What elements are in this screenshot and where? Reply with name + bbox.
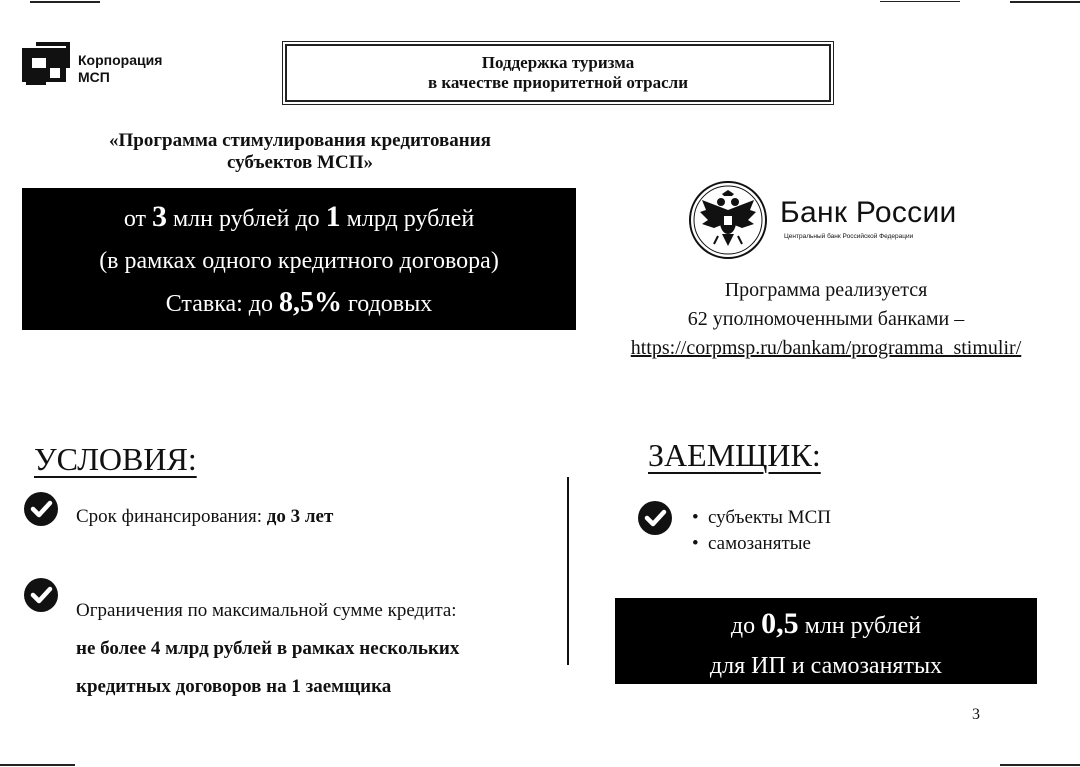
borrower-item-1: субъекты МСП xyxy=(708,507,831,528)
header-line-2: в качестве приоритетной отрасли xyxy=(427,73,689,92)
scan-edge-mark xyxy=(0,764,75,766)
program-link[interactable]: https://corpmsp.ru/bankam/programma_stimulir/ xyxy=(630,337,1022,359)
scan-edge-mark xyxy=(880,1,960,2)
bank-subtitle: Центральный банк Российской Федерации xyxy=(784,233,914,240)
rate-label: Ставка: до xyxy=(165,291,274,317)
scan-edge-mark xyxy=(30,1,100,3)
program-title xyxy=(60,130,540,174)
logo-text xyxy=(78,52,162,86)
bank-name: Банк России xyxy=(780,196,957,229)
column-divider xyxy=(567,477,569,665)
scan-edge-mark xyxy=(1010,1,1080,3)
bank-info xyxy=(600,276,1052,363)
corporation-msp-logo-icon xyxy=(22,38,78,86)
program-title-line-1: «Программа стимулирования кредитования xyxy=(109,130,491,151)
from-unit: млн рублей до xyxy=(172,206,320,232)
ip-unit: млн рублей xyxy=(804,613,922,639)
borrower-item-2: самозанятые xyxy=(708,533,811,554)
credit-limit-line-1: Ограничения по максимальной сумме кредита: xyxy=(76,600,457,621)
bullet: • xyxy=(692,533,699,554)
rate-unit: годовых xyxy=(348,291,433,317)
to-unit: млрд рублей xyxy=(346,206,475,232)
conditions-heading: УСЛОВИЯ: xyxy=(34,441,197,477)
rate-line xyxy=(22,282,576,325)
from-word: от xyxy=(123,206,146,232)
ip-value: 0,5 xyxy=(761,607,799,640)
contract-note: (в рамках одного кредитного договора) xyxy=(99,248,499,274)
double-headed-eagle-icon xyxy=(688,180,768,260)
ip-amount-line xyxy=(615,604,1037,646)
credit-limit-line-2: не более 4 млрд рублей в рамках нескольких xyxy=(76,638,460,659)
scan-edge-mark xyxy=(1000,764,1080,766)
credit-limit xyxy=(76,592,459,706)
loan-range-line xyxy=(22,196,576,240)
check-circle-icon xyxy=(637,500,673,536)
rate-value: 8,5% xyxy=(279,287,343,318)
list-item xyxy=(692,531,831,557)
from-value: 3 xyxy=(151,200,167,233)
logo-line-2: МСП xyxy=(78,69,110,85)
financing-term xyxy=(76,506,333,528)
program-title-line-2: субъектов МСП» xyxy=(227,152,373,173)
credit-limit-line-3: кредитных договоров на 1 заемщика xyxy=(76,676,392,697)
check-circle-icon xyxy=(23,577,59,613)
financing-term-label: Срок финансирования: xyxy=(76,506,263,527)
ip-prefix: до xyxy=(730,613,756,639)
financing-term-value: до 3 лет xyxy=(266,506,334,527)
header-line-1: Поддержка туризма xyxy=(481,53,635,72)
borrower-heading: ЗАЕМЩИК: xyxy=(648,437,821,473)
to-value: 1 xyxy=(325,200,341,233)
check-circle-icon xyxy=(23,491,59,527)
ip-loan-box xyxy=(615,598,1037,684)
bank-info-line-1: Программа реализуется xyxy=(724,279,928,301)
page-number: 3 xyxy=(972,706,980,723)
borrower-list xyxy=(692,505,831,557)
ip-target-line: для ИП и самозанятых xyxy=(709,653,943,679)
logo-line-1: Корпорация xyxy=(78,52,163,68)
list-item xyxy=(692,505,831,531)
header-box xyxy=(285,44,831,102)
bank-of-russia-emblem xyxy=(688,180,768,260)
loan-amount-box xyxy=(22,188,576,330)
bullet: • xyxy=(692,507,699,528)
bank-info-line-2: 62 уполномоченными банками – xyxy=(687,308,965,330)
